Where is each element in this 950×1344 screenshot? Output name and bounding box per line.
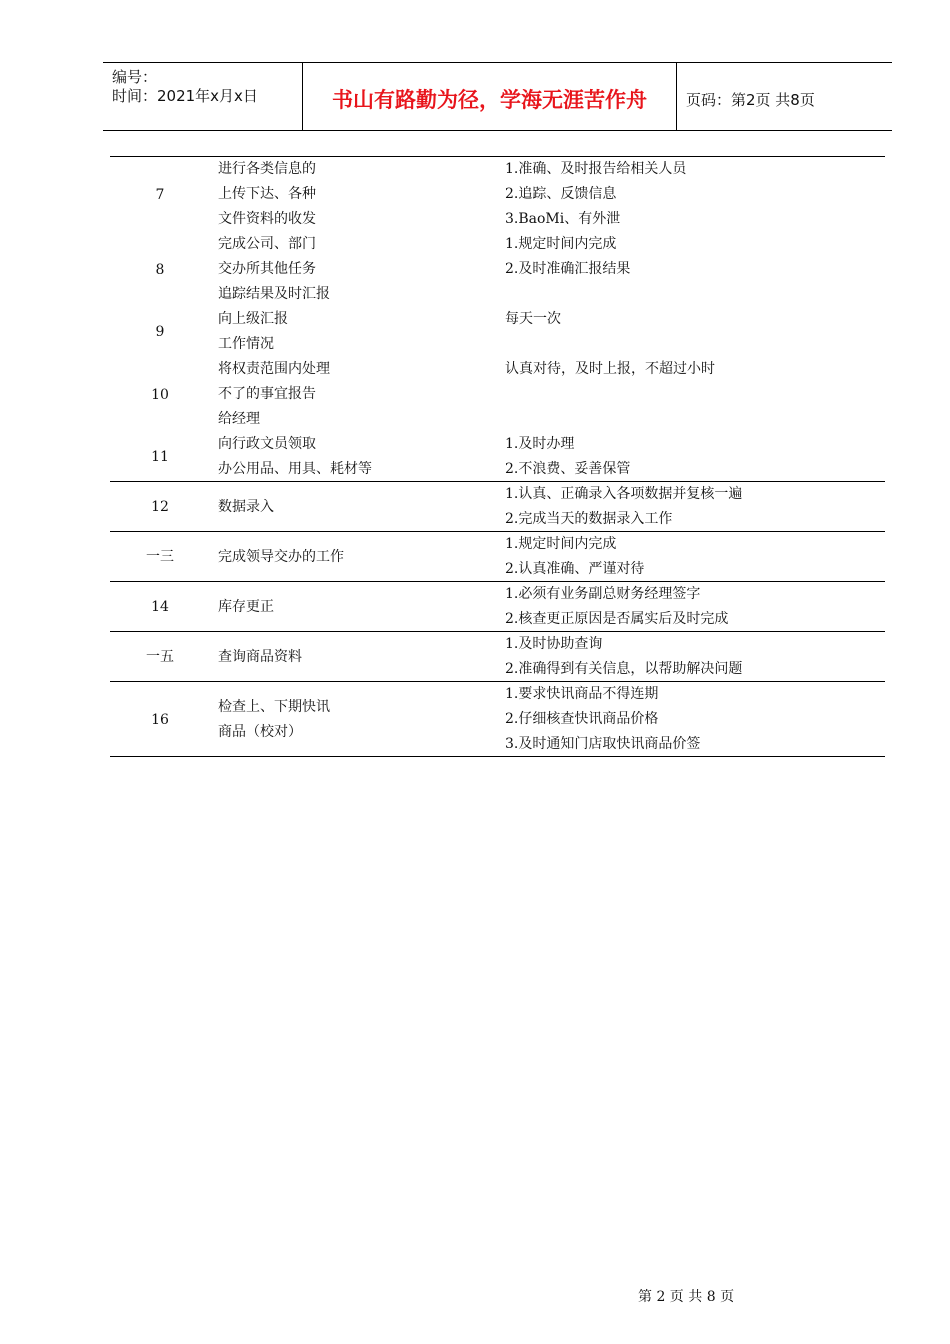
table-row xyxy=(110,357,885,432)
header-page-cell xyxy=(677,63,892,130)
standard-line: 2.追踪、反馈信息 xyxy=(505,186,617,202)
duty-standard xyxy=(505,682,885,757)
duty-standard xyxy=(505,532,885,582)
duty-line: 库存更正 xyxy=(218,598,274,615)
standard-line: 2.认真准确、严谨对待 xyxy=(505,561,645,577)
duty-description xyxy=(218,545,498,570)
duty-line: 完成公司、部门 xyxy=(218,236,316,252)
standard-line: 1.必须有业务副总财务经理签字 xyxy=(505,586,701,602)
row-number: 16 xyxy=(151,711,169,728)
duty-description xyxy=(218,495,498,520)
duty-standard xyxy=(505,582,885,632)
standard-line xyxy=(505,282,885,307)
table-row xyxy=(110,307,885,357)
duty-line: 工作情况 xyxy=(218,336,274,352)
duty-line: 完成领导交办的工作 xyxy=(218,548,344,565)
duty-standard xyxy=(505,482,885,532)
header-meta-cell xyxy=(103,63,303,130)
standard-line: 3.及时通知门店取快讯商品价签 xyxy=(505,736,701,752)
standard-line: 2.核查更正原因是否属实后及时完成 xyxy=(505,611,729,627)
standard-line: 2.准确得到有关信息，以帮助解决问题 xyxy=(505,661,743,677)
duty-description xyxy=(218,595,498,620)
standard-line xyxy=(505,382,885,407)
standard-line xyxy=(505,407,885,432)
duty-line: 向行政文员领取 xyxy=(218,436,316,452)
table-row xyxy=(110,532,885,582)
header-motto-cell xyxy=(303,63,677,130)
standard-line: 2.及时准确汇报结果 xyxy=(505,261,631,277)
number-label: 编号： xyxy=(112,68,158,86)
duty-standard xyxy=(505,307,885,357)
duty-line: 追踪结果及时汇报 xyxy=(218,286,330,302)
standard-line: 认真对待，及时上报，不超过小时 xyxy=(505,361,715,377)
duty-description xyxy=(218,357,498,432)
standard-line: 2.不浪费、妥善保管 xyxy=(505,461,631,477)
duty-line: 商品（校对） xyxy=(218,723,302,740)
row-number: 14 xyxy=(151,599,169,615)
table-row xyxy=(110,632,885,682)
duties-table xyxy=(110,156,885,757)
duty-line: 向上级汇报 xyxy=(218,311,288,327)
duty-description xyxy=(218,645,498,670)
duty-line: 文件资料的收发 xyxy=(218,211,316,227)
table-row xyxy=(110,432,885,482)
standard-line: 3.BaoMi、有外泄 xyxy=(505,211,621,227)
time-label: 时间：2021年x月x日 xyxy=(112,87,258,105)
standard-line: 每天一次 xyxy=(505,311,561,327)
duty-description xyxy=(218,157,498,232)
duty-standard xyxy=(505,632,885,682)
duty-line: 交办所其他任务 xyxy=(218,261,316,277)
table-row xyxy=(110,482,885,532)
standard-line: 1.规定时间内完成 xyxy=(505,536,617,552)
row-number: 9 xyxy=(155,324,165,340)
row-number: 7 xyxy=(155,186,165,203)
page-header xyxy=(103,62,892,131)
standard-line: 1.要求快讯商品不得连期 xyxy=(505,686,659,702)
row-number: 11 xyxy=(151,449,169,465)
duty-standard xyxy=(505,432,885,482)
duty-line: 办公用品、用具、耗材等 xyxy=(218,461,372,477)
standard-line: 1.规定时间内完成 xyxy=(505,236,617,252)
duty-description xyxy=(218,307,498,357)
table-row xyxy=(110,582,885,632)
standard-line: 1.及时办理 xyxy=(505,436,575,452)
duty-description xyxy=(218,432,498,482)
duty-line: 上传下达、各种 xyxy=(218,186,316,202)
duty-line: 查询商品资料 xyxy=(218,648,302,665)
duty-line: 数据录入 xyxy=(218,498,274,515)
duty-line: 进行各类信息的 xyxy=(218,161,316,177)
table-row xyxy=(110,682,885,757)
row-number: 一五 xyxy=(146,649,174,665)
standard-line: 1.认真、正确录入各项数据并复核一遍 xyxy=(505,486,743,502)
duty-line: 不了的事宜报告 xyxy=(218,386,316,402)
duty-standard xyxy=(505,232,885,307)
row-number: 一三 xyxy=(146,549,174,565)
row-number: 12 xyxy=(151,499,169,515)
duty-standard xyxy=(505,157,885,232)
duty-standard xyxy=(505,357,885,432)
page-number-label: 页码：第2页 共8页 xyxy=(686,91,815,109)
row-number: 10 xyxy=(151,386,169,403)
duty-line: 将权责范围内处理 xyxy=(218,361,330,377)
duty-description xyxy=(218,232,498,307)
duty-description xyxy=(218,695,498,745)
standard-line: 2.仔细核查快讯商品价格 xyxy=(505,711,659,727)
row-number: 8 xyxy=(155,261,165,278)
standard-line: 1.及时协助查询 xyxy=(505,636,603,652)
standard-line xyxy=(505,332,885,357)
standard-line: 2.完成当天的数据录入工作 xyxy=(505,511,673,527)
motto-text: 书山有路勤为径，学海无涯苦作舟 xyxy=(332,88,647,112)
table-row xyxy=(110,232,885,307)
page-footer: 第 2 页 共 8 页 xyxy=(638,1289,735,1305)
standard-line: 1.准确、及时报告给相关人员 xyxy=(505,161,687,177)
duty-line: 给经理 xyxy=(218,411,260,427)
table-row xyxy=(110,157,885,232)
duty-line: 检查上、下期快讯 xyxy=(218,698,330,715)
